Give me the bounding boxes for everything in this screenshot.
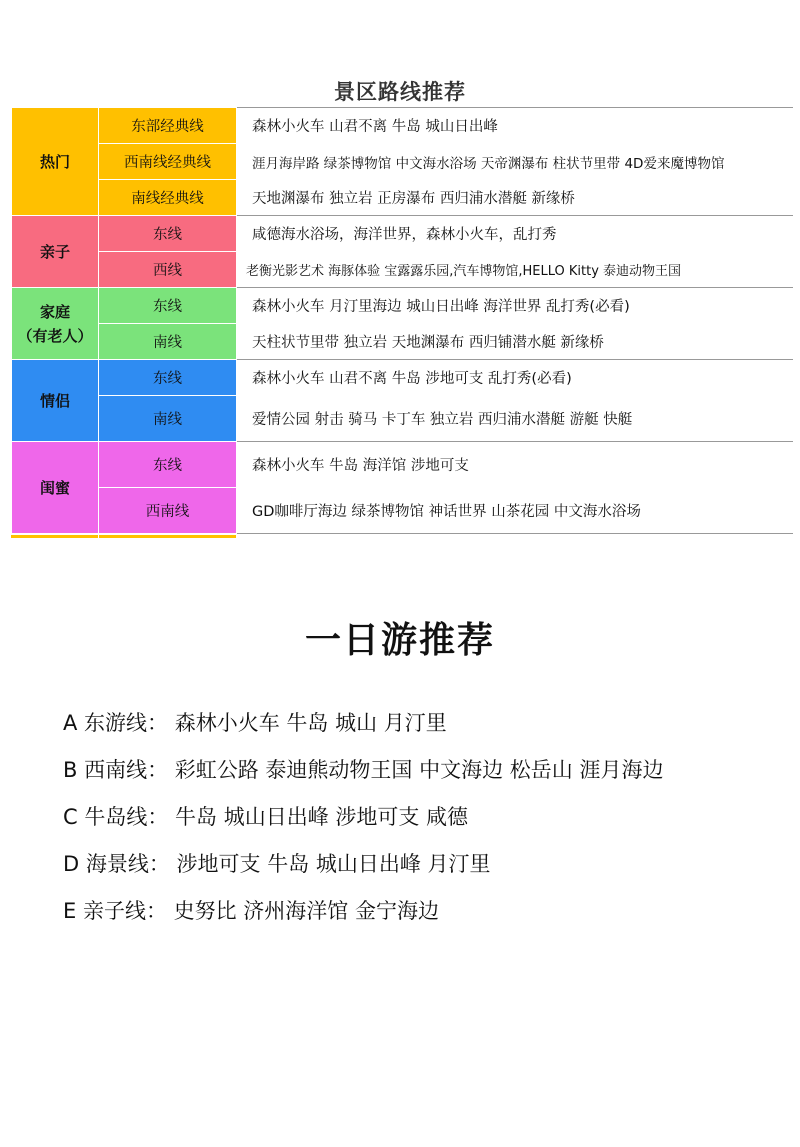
table-row bbox=[12, 288, 794, 324]
route-desc-cell: 爱情公园 射击 骑马 卡丁车 独立岩 西归浦水潜艇 游艇 快艇 bbox=[237, 396, 794, 442]
subroute-cell: 东线 bbox=[99, 216, 237, 252]
strip-cell bbox=[11, 535, 98, 538]
route-desc-cell: GD咖啡厅海边 绿茶博物馆 神话世界 山茶花园 中文海水浴场 bbox=[237, 488, 794, 534]
table-row bbox=[12, 442, 794, 488]
route-desc-cell: 咸德海水浴场，海洋世界，森林小火车，乱打秀 bbox=[237, 216, 794, 252]
category-cell-couple bbox=[12, 360, 99, 442]
list-item: C 牛岛线： 牛岛 城山日出峰 涉地可支 咸德 bbox=[63, 805, 469, 829]
strip-cell bbox=[99, 535, 236, 538]
table-row bbox=[12, 180, 794, 216]
list-item: D 海景线： 涉地可支 牛岛 城山日出峰 月汀里 bbox=[63, 852, 491, 876]
table-row bbox=[12, 324, 794, 360]
table-row bbox=[12, 252, 794, 288]
subroute-cell: 西南线 bbox=[99, 488, 237, 534]
day-tour-list bbox=[63, 700, 783, 935]
table-row bbox=[12, 108, 794, 144]
route-desc-cell: 涯月海岸路 绿茶博物馆 中文海水浴场 天帝渊瀑布 柱状节里带 4D爱来魔博物馆 bbox=[237, 144, 794, 180]
category-label: 情侣 bbox=[39, 391, 70, 410]
subroute-cell: 南线 bbox=[99, 396, 237, 442]
subroute-cell: 南线经典线 bbox=[99, 180, 237, 216]
table-row bbox=[12, 488, 794, 534]
route-desc-cell: 森林小火车 牛岛 海洋馆 涉地可支 bbox=[237, 442, 794, 488]
table-bottom-strip bbox=[11, 535, 236, 538]
page-title: 景区路线推荐 bbox=[334, 80, 466, 104]
route-desc-cell: 森林小火车 山君不离 牛岛 涉地可支 乱打秀(必看) bbox=[237, 360, 794, 396]
route-table bbox=[11, 107, 793, 534]
table-row bbox=[12, 360, 794, 396]
category-cell-bestie bbox=[12, 442, 99, 534]
table-row bbox=[12, 396, 794, 442]
route-desc-cell: 森林小火车 月汀里海边 城山日出峰 海洋世界 乱打秀(必看) bbox=[237, 288, 794, 324]
category-label: 亲子 bbox=[39, 242, 70, 261]
category-label: 闺蜜 bbox=[39, 478, 70, 497]
list-item: A 东游线： 森林小火车 牛岛 城山 月汀里 bbox=[63, 711, 447, 735]
subroute-cell: 东线 bbox=[99, 360, 237, 396]
table-row bbox=[12, 144, 794, 180]
category-label: 热门 bbox=[39, 152, 70, 171]
list-item: B 西南线： 彩虹公路 泰迪熊动物王国 中文海边 松岳山 涯月海边 bbox=[63, 758, 664, 782]
table-row bbox=[12, 216, 794, 252]
subroute-cell: 西线 bbox=[99, 252, 237, 288]
subroute-cell: 东线 bbox=[99, 442, 237, 488]
category-cell-hot bbox=[12, 108, 99, 216]
subroute-cell: 东线 bbox=[99, 288, 237, 324]
route-desc-cell: 天地渊瀑布 独立岩 正房瀑布 西归浦水潜艇 新缘桥 bbox=[237, 180, 794, 216]
category-cell-family bbox=[12, 288, 99, 360]
route-desc-cell: 森林小火车 山君不离 牛岛 城山日出峰 bbox=[237, 108, 794, 144]
category-sublabel: （有老人） bbox=[17, 326, 93, 345]
route-desc-cell: 老衡光影艺术 海豚体验 宝露露乐园,汽车博物馆,HELLO Kitty 泰迪动物王国 bbox=[237, 252, 794, 288]
category-label: 家庭 bbox=[39, 302, 70, 321]
subroute-cell: 西南线经典线 bbox=[99, 144, 237, 180]
day-tour-heading: 一日游推荐 bbox=[304, 620, 495, 661]
route-desc-cell: 天柱状节里带 独立岩 天地渊瀑布 西归铺潜水艇 新缘桥 bbox=[237, 324, 794, 360]
subroute-cell: 东部经典线 bbox=[99, 108, 237, 144]
list-item: E 亲子线： 史努比 济州海洋馆 金宁海边 bbox=[63, 899, 439, 923]
category-cell-parent-child bbox=[12, 216, 99, 288]
subroute-cell: 南线 bbox=[99, 324, 237, 360]
